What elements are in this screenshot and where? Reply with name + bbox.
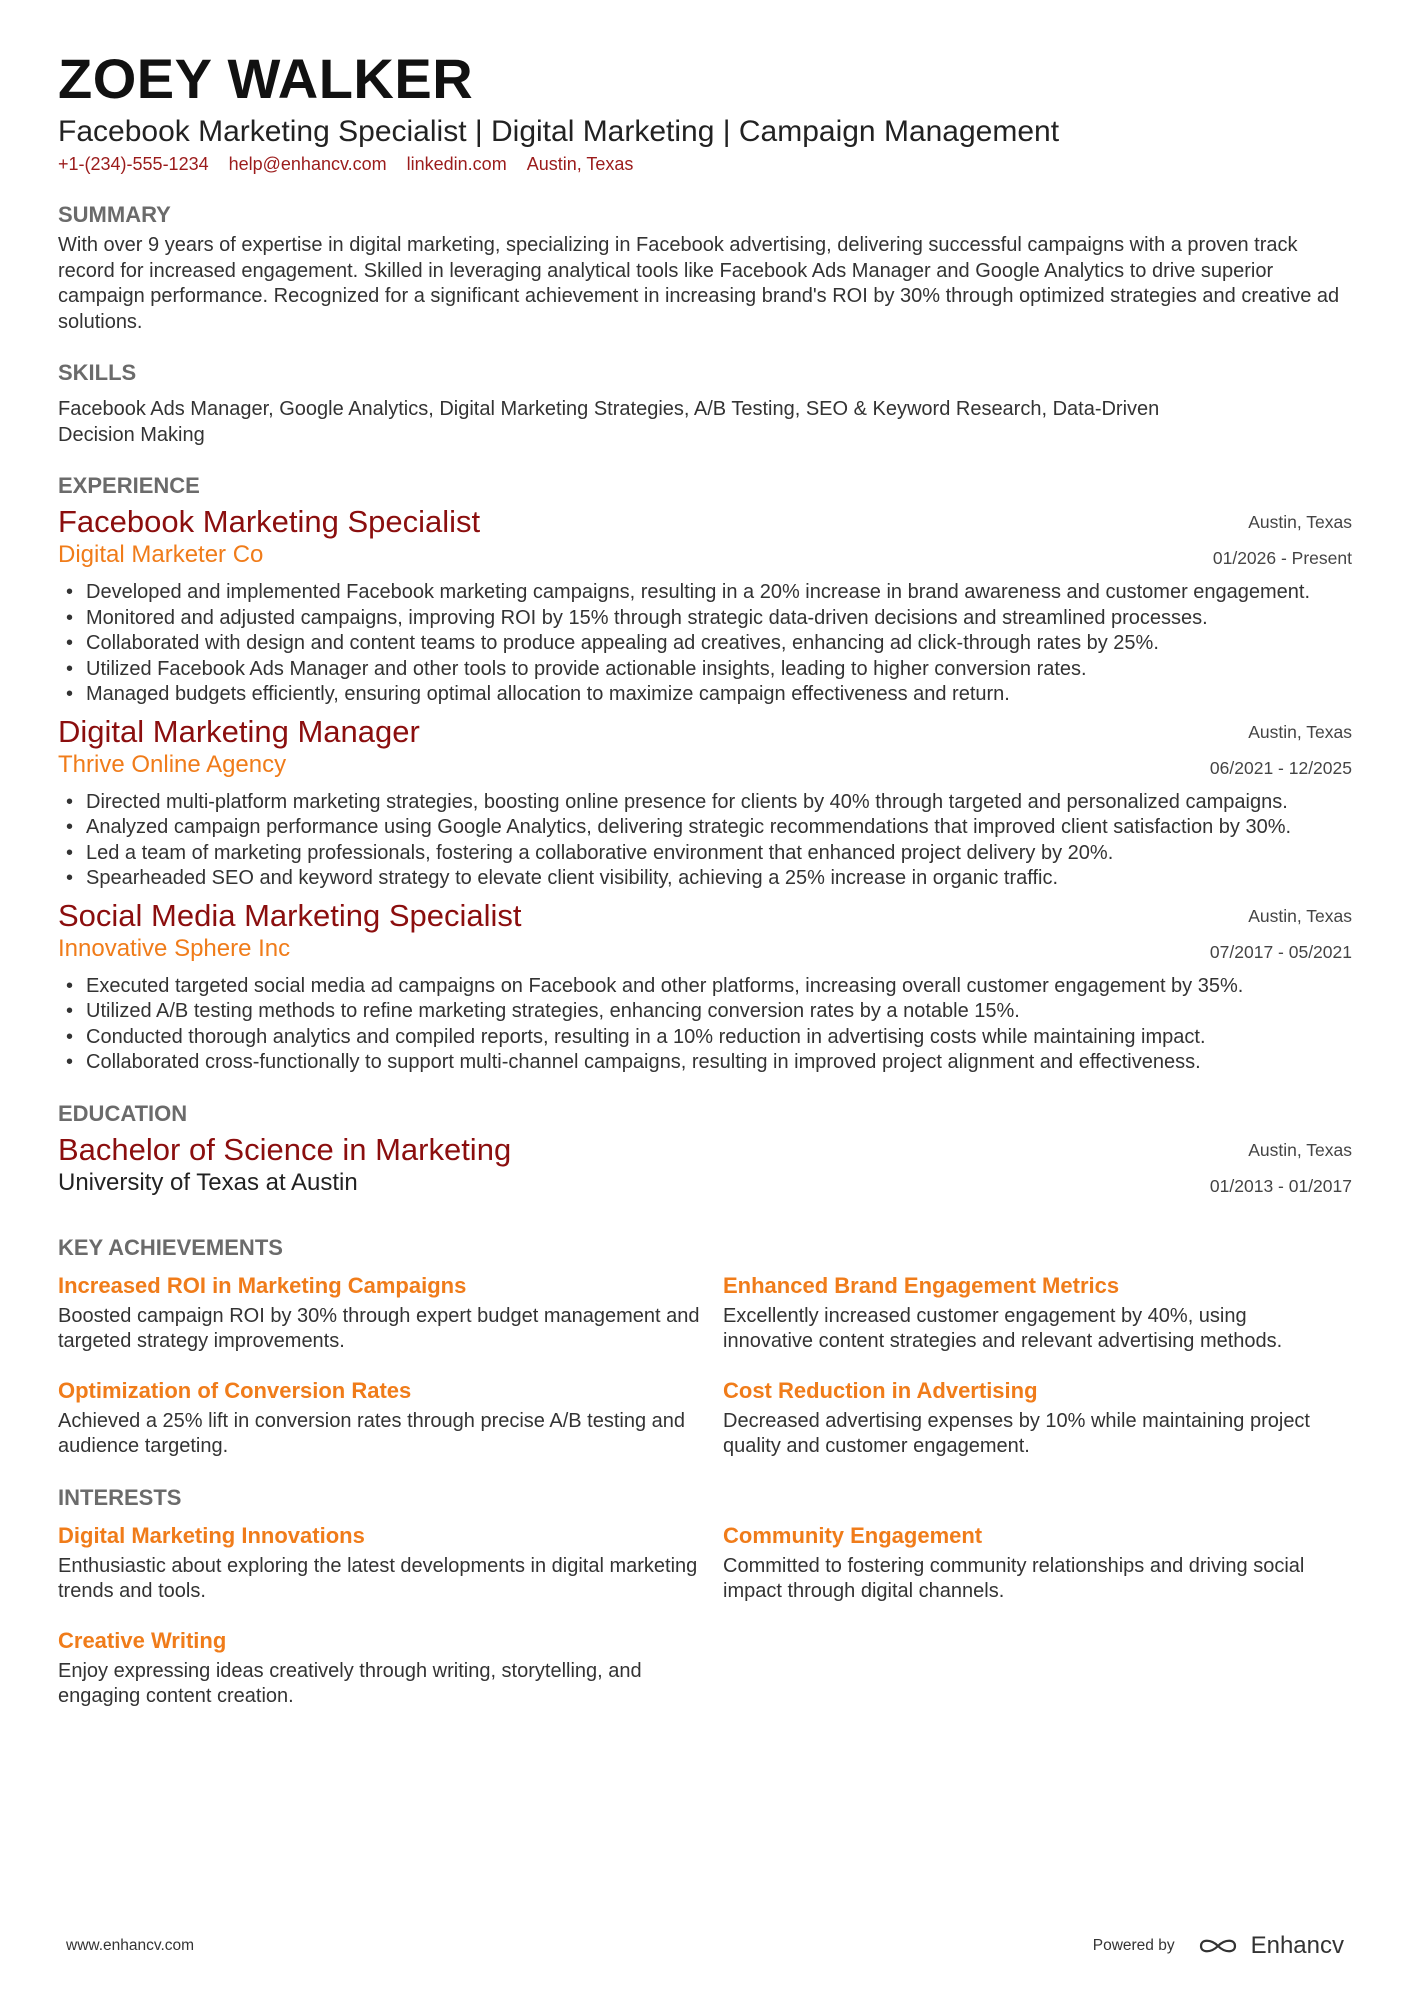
bullet-item: • Led a team of marketing professionals, fostering a collaborative environment that enhanced project delivery by 20%.	[58, 841, 1352, 867]
summary-text: With over 9 years of expertise in digital marketing, specializing in Facebook advertising, delivering successful campaigns with a proven track record for increased engagement. Skilled in leveraging analytical tools like Facebook Ads Manager and Google Analytics to drive superior campaign performance. Recognized for a significant achievement in increasing brand's ROI by 30% through optimized strategies and creative ad solutions.	[58, 234, 1340, 333]
section-title-education: EDUCATION	[58, 1100, 188, 1126]
education-dates: 01/2013 - 01/2017	[1209, 1175, 1352, 1196]
contact-phone[interactable]: +1-(234)-555-1234	[58, 154, 209, 174]
achievement-title: Enhanced Brand Engagement Metrics	[723, 1272, 1120, 1298]
achievement-item	[58, 1270, 723, 1355]
interest-desc: Committed to fostering community relationships and driving social impact through digital channels.	[723, 1554, 1305, 1602]
interest-title: Digital Marketing Innovations	[58, 1522, 365, 1548]
bullet-item: • Directed multi-platform marketing strategies, boosting online presence for clients by 40% through targeted and personalized campaigns.	[58, 790, 1352, 816]
company-name: Innovative Sphere Inc	[58, 934, 291, 962]
interest-item	[58, 1520, 723, 1605]
company-name: Digital Marketer Co	[58, 541, 264, 568]
job-dates: 01/2026 - Present	[1212, 548, 1352, 568]
bullet-item: • Conducted thorough analytics and compiled reports, resulting in a 10% reduction in advertising costs while maintaining impact.	[58, 1025, 1352, 1051]
section-title-achievements: KEY ACHIEVEMENTS	[58, 1234, 283, 1260]
education-location: Austin, Texas	[1248, 1139, 1352, 1160]
summary-section	[58, 201, 1352, 335]
experience-entry	[58, 714, 1352, 892]
job-location: Austin, Texas	[1248, 721, 1352, 742]
degree-title: Bachelor of Science in Marketing	[58, 1131, 512, 1167]
section-title-skills: SKILLS	[58, 360, 137, 385]
job-title: Digital Marketing Manager	[58, 713, 420, 749]
interest-item	[723, 1520, 1353, 1605]
section-title-experience: EXPERIENCE	[58, 473, 200, 498]
interest-desc: Enthusiastic about exploring the latest developments in digital marketing trends and tools.	[58, 1554, 698, 1602]
page-footer	[66, 1932, 1344, 1960]
job-location: Austin, Texas	[1248, 512, 1352, 532]
interest-item	[58, 1625, 723, 1710]
job-bullets	[58, 580, 1352, 708]
bullet-item: • Developed and implemented Facebook marketing campaigns, resulting in a 20% increase in brand awareness and customer engagement.	[58, 580, 1352, 606]
bullet-item: • Utilized A/B testing methods to refine marketing strategies, enhancing conversion rates by a notable 15%.	[58, 999, 1352, 1025]
bullet-item: • Collaborated with design and content teams to produce appealing ad creatives, enhancing ad click-through rates by 25%.	[58, 631, 1352, 657]
job-title: Facebook Marketing Specialist	[58, 504, 481, 539]
achievement-desc: Decreased advertising expenses by 10% while maintaining project quality and customer engagement.	[723, 1409, 1310, 1457]
interest-title: Creative Writing	[58, 1627, 227, 1653]
contact-location: Austin, Texas	[526, 154, 634, 174]
brand-logo[interactable]	[1195, 1932, 1344, 1960]
skills-section	[58, 359, 1352, 448]
bullet-item: • Monitored and adjusted campaigns, improving ROI by 15% through strategic data-driven decisions and streamlined processes.	[58, 606, 1352, 632]
achievement-desc: Excellently increased customer engagement by 40%, using innovative content strategies and relevant advertising methods.	[723, 1304, 1283, 1352]
achievement-title: Increased ROI in Marketing Campaigns	[58, 1272, 467, 1298]
job-location: Austin, Texas	[1248, 905, 1352, 926]
bullet-item: • Analyzed campaign performance using Google Analytics, delivering strategic recommendations that improved client satisfaction by 30%.	[58, 815, 1352, 841]
section-title-interests: INTERESTS	[58, 1484, 182, 1510]
job-title: Social Media Marketing Specialist	[58, 897, 522, 933]
headline: Facebook Marketing Specialist | Digital Marketing | Campaign Management	[58, 115, 1060, 148]
experience-section	[58, 472, 1352, 1076]
powered-by-label: Powered by	[1092, 1937, 1175, 1954]
achievements-section	[58, 1234, 1352, 1472]
candidate-name: ZOEY WALKER	[58, 47, 474, 110]
achievement-item	[58, 1375, 723, 1460]
achievement-item	[723, 1375, 1353, 1460]
job-dates: 06/2021 - 12/2025	[1209, 757, 1352, 778]
bullet-item: • Collaborated cross-functionally to support multi-channel campaigns, resulting in improved project alignment and effectiveness.	[58, 1050, 1352, 1076]
achievement-desc: Achieved a 25% lift in conversion rates through precise A/B testing and audience targeting.	[58, 1409, 686, 1457]
job-bullets	[58, 974, 1352, 1076]
skills-text: Facebook Ads Manager, Google Analytics, Digital Marketing Strategies, A/B Testing, SEO & Keyword Research, Data-Driven Decision Making	[58, 398, 1160, 446]
bullet-item: • Utilized Facebook Ads Manager and other tools to provide actionable insights, leading to higher conversion rates.	[58, 657, 1352, 683]
bullet-item: • Managed budgets efficiently, ensuring optimal allocation to maximize campaign effectiveness and return.	[58, 682, 1352, 708]
footer-website[interactable]: www.enhancv.com	[66, 1937, 195, 1954]
achievement-title: Cost Reduction in Advertising	[723, 1377, 1038, 1403]
contact-bar	[58, 151, 1352, 177]
contact-linkedin[interactable]: linkedin.com	[406, 154, 507, 174]
section-title-summary: SUMMARY	[58, 202, 171, 227]
bullet-item: • Spearheaded SEO and keyword strategy to elevate client visibility, achieving a 25% increase in organic traffic.	[58, 866, 1352, 892]
job-dates: 07/2017 - 05/2021	[1209, 941, 1352, 962]
achievement-desc: Boosted campaign ROI by 30% through expert budget management and targeted strategy improvements.	[58, 1304, 700, 1352]
interests-section	[58, 1484, 1352, 1722]
job-bullets	[58, 790, 1352, 892]
education-section	[58, 1100, 1352, 1204]
resume-header	[58, 46, 1352, 177]
company-name: Thrive Online Agency	[58, 750, 287, 778]
achievement-item	[723, 1270, 1353, 1355]
interest-desc: Enjoy expressing ideas creatively through writing, storytelling, and engaging content creation.	[58, 1659, 642, 1707]
interest-title: Community Engagement	[723, 1522, 983, 1548]
brand-name: Enhancv	[1250, 1932, 1344, 1959]
enhancv-logo-icon	[1195, 1934, 1241, 1958]
school-name: University of Texas at Austin	[58, 1168, 358, 1196]
bullet-item: • Executed targeted social media ad campaigns on Facebook and other platforms, increasing overall customer engagement by 35%.	[58, 974, 1352, 1000]
experience-entry	[58, 504, 1352, 708]
contact-email[interactable]: help@enhancv.com	[228, 154, 387, 174]
achievement-title: Optimization of Conversion Rates	[58, 1377, 412, 1403]
experience-entry	[58, 898, 1352, 1076]
